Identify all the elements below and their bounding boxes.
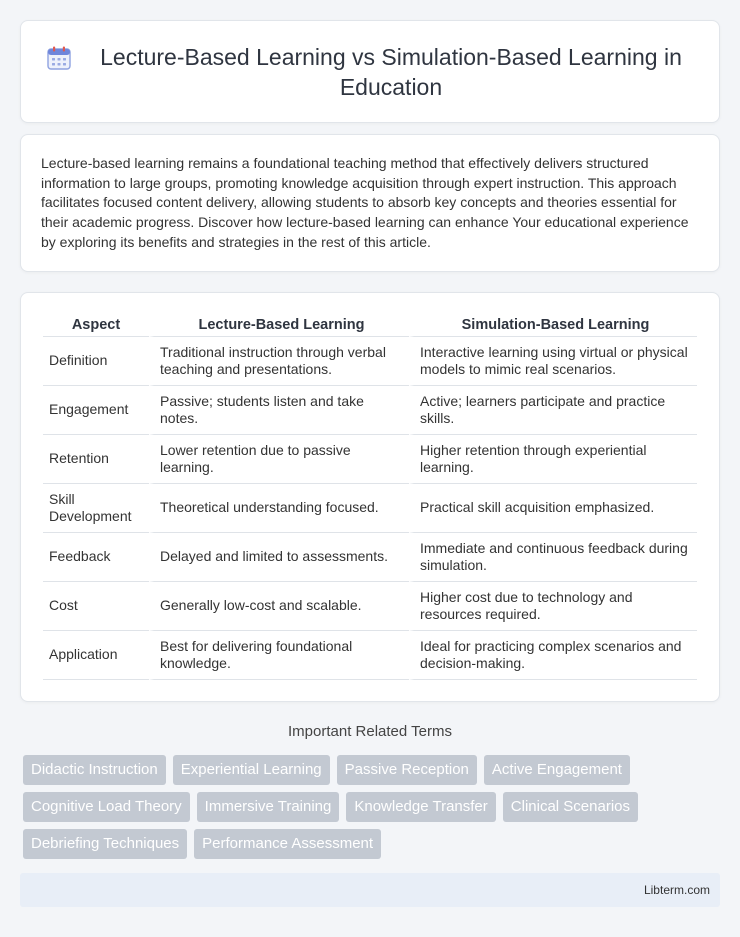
footer — [20, 873, 720, 907]
row-aspect: Application — [43, 631, 149, 680]
row-simulation: Active; learners participate and practice skills. — [409, 386, 697, 435]
row-lecture: Passive; students listen and take notes. — [149, 386, 409, 435]
table-row — [43, 582, 697, 631]
column-header-lecture: Lecture-Based Learning — [149, 315, 409, 337]
term-chip[interactable]: Debriefing Techniques — [23, 829, 187, 859]
row-simulation: Practical skill acquisition emphasized. — [409, 484, 697, 533]
row-simulation: Immediate and continuous feedback during simulation. — [409, 533, 697, 582]
row-aspect: Cost — [43, 582, 149, 631]
table-row — [43, 533, 697, 582]
column-header-aspect: Aspect — [43, 315, 149, 337]
table-row — [43, 435, 697, 484]
row-lecture: Traditional instruction through verbal teaching and presentations. — [149, 337, 409, 386]
row-simulation: Interactive learning using virtual or physical models to mimic real scenarios. — [409, 337, 697, 386]
term-chip[interactable]: Cognitive Load Theory — [23, 792, 190, 822]
term-chip[interactable]: Immersive Training — [197, 792, 340, 822]
term-chip[interactable]: Performance Assessment — [194, 829, 381, 859]
page-title: Lecture-Based Learning vs Simulation-Based Learning in Education — [100, 43, 682, 100]
intro-paragraph: Lecture-based learning remains a foundational teaching method that effectively delivers structured information to large groups, promoting knowledge acquisition through expert instruction. This approach facilitates focused content delivery, allowing students to absorb key concepts and theories essential for their academic progress. Discover how lecture-based learning can enhance Your educational experience by exploring its benefits and strategies in the rest of this article. — [41, 155, 689, 250]
row-aspect: Engagement — [43, 386, 149, 435]
row-simulation: Ideal for practicing complex scenarios and decision-making. — [409, 631, 697, 680]
table-row — [43, 337, 697, 386]
row-simulation: Higher cost due to technology and resources required. — [409, 582, 697, 631]
row-lecture: Generally low-cost and scalable. — [149, 582, 409, 631]
row-lecture: Best for delivering foundational knowledge. — [149, 631, 409, 680]
row-lecture: Lower retention due to passive learning. — [149, 435, 409, 484]
table-row — [43, 631, 697, 680]
row-lecture: Theoretical understanding focused. — [149, 484, 409, 533]
row-aspect: Retention — [43, 435, 149, 484]
term-chip[interactable]: Experiential Learning — [173, 755, 330, 785]
row-aspect: Skill Development — [43, 484, 149, 533]
row-simulation: Higher retention through experiential learning. — [409, 435, 697, 484]
comparison-table — [43, 315, 697, 680]
row-aspect: Feedback — [43, 533, 149, 582]
term-chip[interactable]: Didactic Instruction — [23, 755, 166, 785]
row-lecture: Delayed and limited to assessments. — [149, 533, 409, 582]
header-card — [20, 20, 720, 123]
intro-card — [20, 134, 720, 272]
term-chip[interactable]: Knowledge Transfer — [346, 792, 495, 822]
related-terms-title: Important Related Terms — [288, 723, 452, 740]
row-aspect: Definition — [43, 337, 149, 386]
related-terms-list — [23, 755, 723, 859]
term-chip[interactable]: Active Engagement — [484, 755, 630, 785]
table-header-row — [43, 315, 697, 337]
comparison-table-card — [20, 292, 720, 702]
term-chip[interactable]: Passive Reception — [337, 755, 477, 785]
term-chip[interactable]: Clinical Scenarios — [503, 792, 638, 822]
footer-site-link[interactable]: Libterm.com — [643, 883, 710, 897]
calendar-icon — [45, 44, 73, 72]
table-row — [43, 386, 697, 435]
table-row — [43, 484, 697, 533]
column-header-simulation: Simulation-Based Learning — [409, 315, 697, 337]
